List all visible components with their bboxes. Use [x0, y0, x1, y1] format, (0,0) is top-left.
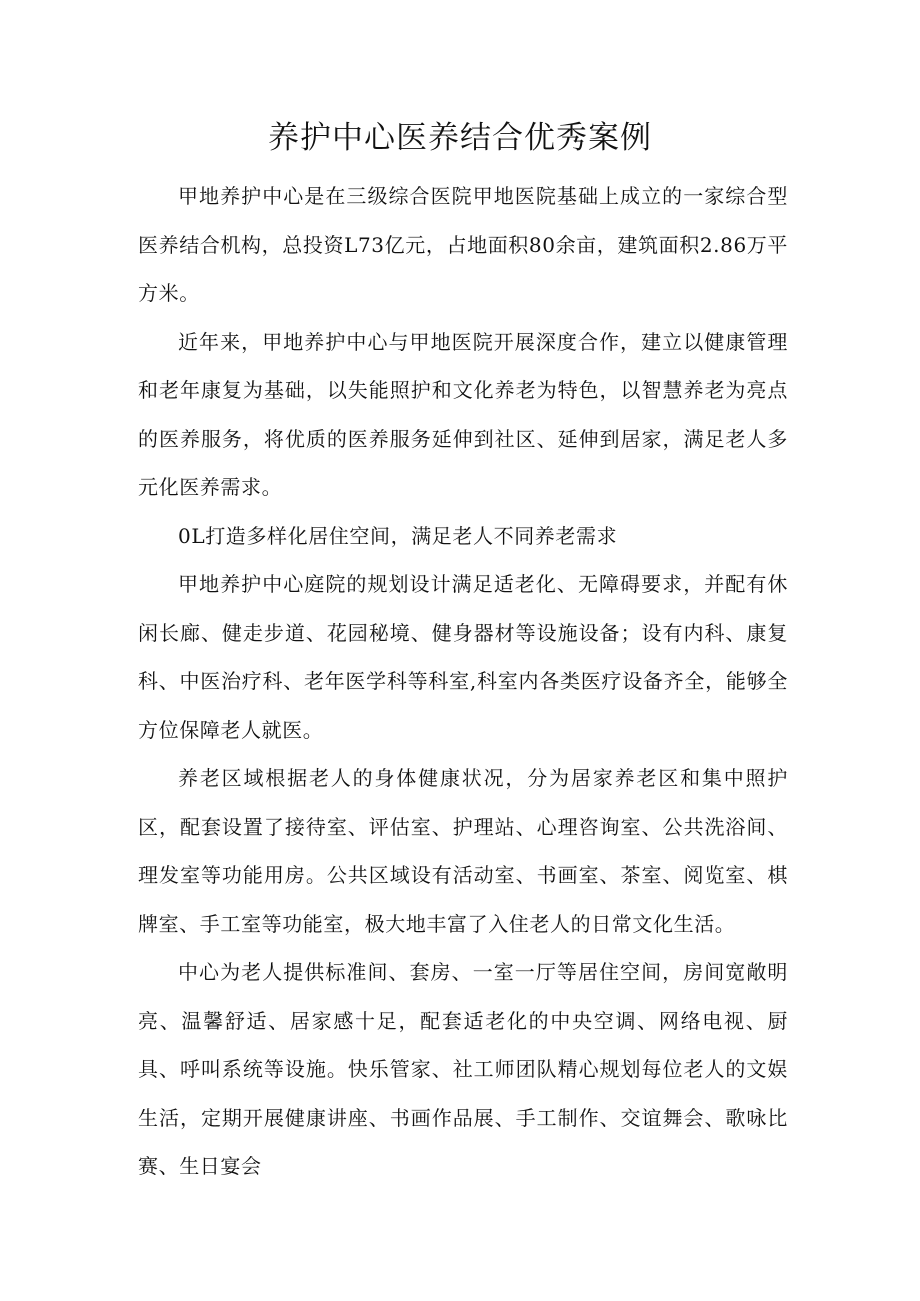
paragraph-cooperation: 近年来，甲地养护中心与甲地医院开展深度合作，建立以健康管理和老年康复为基础，以失能照护和文化养老为特色，以智慧养老为亮点的医养服务，将优质的医养服务延伸到社区、延伸到居家，满足老人多元化医养需求。 [138, 329, 788, 499]
paragraph-courtyard: 甲地养护中心庭院的规划设计满足适老化、无障碍要求，并配有休闲长廊、健走步道、花园秘境、健身器材等设施设备；设有内科、康复科、中医治疗科、老年医学科等科室,科室内各类医疗设备齐全，能够全方位保障老人就医。 [138, 572, 788, 742]
document-title: 养护中心医养结合优秀案例 [268, 120, 652, 156]
paragraph-care-areas: 养老区域根据老人的身体健康状况，分为居家养老区和集中照护区，配套设置了接待室、评估室、护理站、心理咨询室、公共洗浴间、理发室等功能用房。公共区域设有活动室、书画室、茶室、阅览室、棋牌室、手工室等功能室，极大地丰富了入住老人的日常文化生活。 [138, 766, 788, 936]
section-heading-living-space: 0L打造多样化居住空间，满足老人不同养老需求 [178, 523, 618, 548]
paragraph-rooms: 中心为老人提供标准间、套房、一室一厅等居住空间，房间宽敞明亮、温馨舒适、居家感十足，配套适老化的中央空调、网络电视、厨具、呼叫系统等设施。快乐管家、社工师团队精心规划每位老人的文娱生活，定期开展健康讲座、书画作品展、手工制作、交谊舞会、歌咏比赛、生日宴会 [138, 960, 788, 1178]
document-body [138, 172, 788, 1191]
paragraph-intro: 甲地养护中心是在三级综合医院甲地医院基础上成立的一家综合型医养结合机构，总投资L73亿元，占地面积80余亩，建筑面积2.86万平方米。 [138, 184, 788, 305]
